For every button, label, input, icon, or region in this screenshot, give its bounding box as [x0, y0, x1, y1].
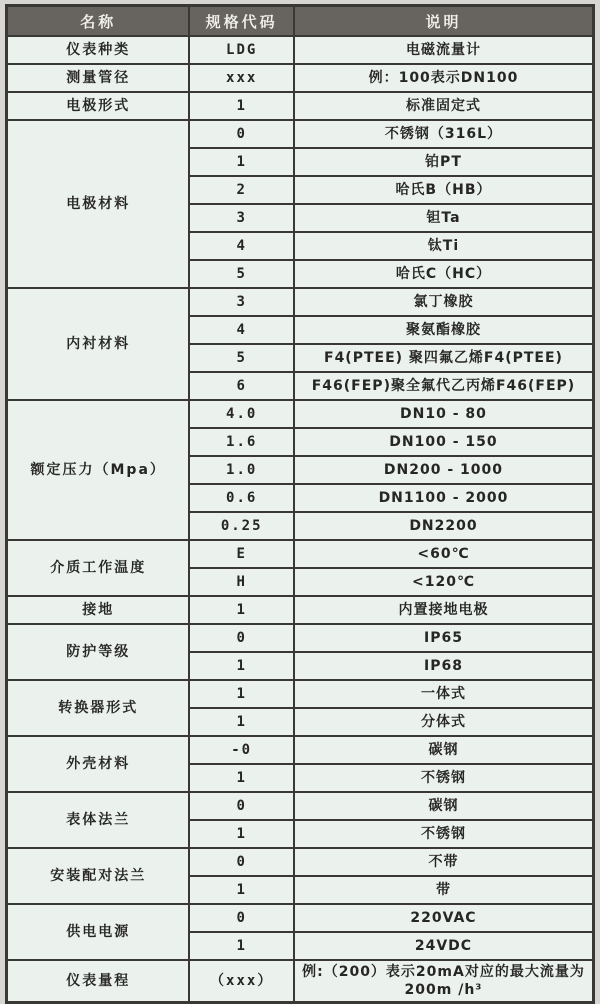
spec-desc-cell: 钛Ti: [294, 232, 594, 260]
row-group-name: 外壳材料: [7, 736, 190, 792]
table-row: [7, 400, 594, 428]
spec-desc-cell: 哈氏B（HB）: [294, 176, 594, 204]
row-group-name: 测量管径: [7, 64, 190, 92]
table-row: [7, 848, 594, 876]
spec-desc-cell: DN200 - 1000: [294, 456, 594, 484]
spec-desc-cell: 不锈钢（316L）: [294, 120, 594, 148]
spec-desc-cell: 哈氏C（HC）: [294, 260, 594, 288]
table-row: [7, 64, 594, 92]
spec-code-cell: E: [189, 540, 294, 568]
spec-desc-cell: DN2200: [294, 512, 594, 540]
spec-code-cell: 3: [189, 204, 294, 232]
spec-code-cell: 4: [189, 232, 294, 260]
row-group-name: 转换器形式: [7, 680, 190, 736]
spec-code-cell: 1.0: [189, 456, 294, 484]
table-row: [7, 960, 594, 1003]
row-group-name: 供电电源: [7, 904, 190, 960]
table-row: [7, 624, 594, 652]
table-row: [7, 904, 594, 932]
spec-desc-cell: 例：100表示DN100: [294, 64, 594, 92]
spec-desc-cell: 例:（200）表示20mA对应的最大流量为200m /h³: [294, 960, 594, 1003]
spec-code-cell: H: [189, 568, 294, 596]
spec-desc-cell: 220VAC: [294, 904, 594, 932]
spec-table-header: [7, 6, 594, 37]
row-group-name: 表体法兰: [7, 792, 190, 848]
table-row: [7, 736, 594, 764]
spec-desc-cell: 分体式: [294, 708, 594, 736]
spec-code-cell: 0: [189, 848, 294, 876]
spec-desc-cell: <60℃: [294, 540, 594, 568]
spec-code-cell: 0: [189, 120, 294, 148]
spec-table: [5, 4, 595, 1004]
spec-desc-cell: 电磁流量计: [294, 36, 594, 64]
row-group-name: 防护等级: [7, 624, 190, 680]
spec-desc-cell: 碳钢: [294, 792, 594, 820]
spec-code-cell: 0.25: [189, 512, 294, 540]
spec-desc-cell: IP65: [294, 624, 594, 652]
spec-code-cell: 1: [189, 820, 294, 848]
row-group-name: 电极材料: [7, 120, 190, 288]
spec-code-cell: 1: [189, 680, 294, 708]
spec-desc-cell: F4(PTEE) 聚四氟乙烯F4(PTEE): [294, 344, 594, 372]
spec-desc-cell: F46(FEP)聚全氟代乙丙烯F46(FEP): [294, 372, 594, 400]
spec-code-cell: 0: [189, 624, 294, 652]
table-row: [7, 596, 594, 624]
spec-code-cell: 1: [189, 148, 294, 176]
spec-code-cell: 1: [189, 92, 294, 120]
spec-code-cell: LDG: [189, 36, 294, 64]
spec-code-cell: 1: [189, 932, 294, 960]
spec-desc-cell: IP68: [294, 652, 594, 680]
row-group-name: 仪表种类: [7, 36, 190, 64]
spec-code-cell: 2: [189, 176, 294, 204]
row-group-name: 接地: [7, 596, 190, 624]
table-row: [7, 120, 594, 148]
spec-desc-cell: 一体式: [294, 680, 594, 708]
spec-desc-cell: <120℃: [294, 568, 594, 596]
spec-desc-cell: 聚氨酯橡胶: [294, 316, 594, 344]
spec-code-cell: 0: [189, 904, 294, 932]
spec-desc-cell: 钽Ta: [294, 204, 594, 232]
spec-code-cell: xxx: [189, 64, 294, 92]
row-group-name: 内衬材料: [7, 288, 190, 400]
spec-desc-cell: 内置接地电极: [294, 596, 594, 624]
spec-desc-cell: 氯丁橡胶: [294, 288, 594, 316]
table-row: [7, 36, 594, 64]
header-code: 规格代码: [189, 6, 294, 37]
spec-desc-cell: 不锈钢: [294, 764, 594, 792]
table-row: [7, 92, 594, 120]
spec-desc-cell: DN1100 - 2000: [294, 484, 594, 512]
spec-desc-cell: 带: [294, 876, 594, 904]
row-group-name: 仪表量程: [7, 960, 190, 1003]
row-group-name: 额定压力（Mpa）: [7, 400, 190, 540]
spec-code-cell: 1: [189, 652, 294, 680]
table-row: [7, 680, 594, 708]
spec-code-cell: 4: [189, 316, 294, 344]
spec-desc-cell: DN10 - 80: [294, 400, 594, 428]
spec-desc-cell: DN100 - 150: [294, 428, 594, 456]
spec-code-cell: 1: [189, 708, 294, 736]
row-group-name: 介质工作温度: [7, 540, 190, 596]
spec-code-cell: 1: [189, 596, 294, 624]
row-group-name: 电极形式: [7, 92, 190, 120]
spec-desc-cell: 24VDC: [294, 932, 594, 960]
spec-desc-cell: 标准固定式: [294, 92, 594, 120]
table-row: [7, 288, 594, 316]
table-row: [7, 792, 594, 820]
spec-desc-cell: 不锈钢: [294, 820, 594, 848]
spec-code-cell: -0: [189, 736, 294, 764]
spec-table-body: [7, 36, 594, 1003]
spec-code-cell: 6: [189, 372, 294, 400]
spec-code-cell: 5: [189, 260, 294, 288]
spec-code-cell: 3: [189, 288, 294, 316]
header-row: [7, 6, 594, 37]
spec-code-cell: 4.0: [189, 400, 294, 428]
spec-desc-cell: 铂PT: [294, 148, 594, 176]
spec-code-cell: 1: [189, 764, 294, 792]
table-row: [7, 540, 594, 568]
spec-code-cell: （xxx）: [189, 960, 294, 1003]
spec-code-cell: 0: [189, 792, 294, 820]
spec-desc-cell: 碳钢: [294, 736, 594, 764]
spec-code-cell: 0.6: [189, 484, 294, 512]
spec-code-cell: 1.6: [189, 428, 294, 456]
spec-desc-cell: 不带: [294, 848, 594, 876]
header-desc: 说明: [294, 6, 594, 37]
spec-code-cell: 5: [189, 344, 294, 372]
spec-code-cell: 1: [189, 876, 294, 904]
header-name: 名称: [7, 6, 190, 37]
row-group-name: 安装配对法兰: [7, 848, 190, 904]
